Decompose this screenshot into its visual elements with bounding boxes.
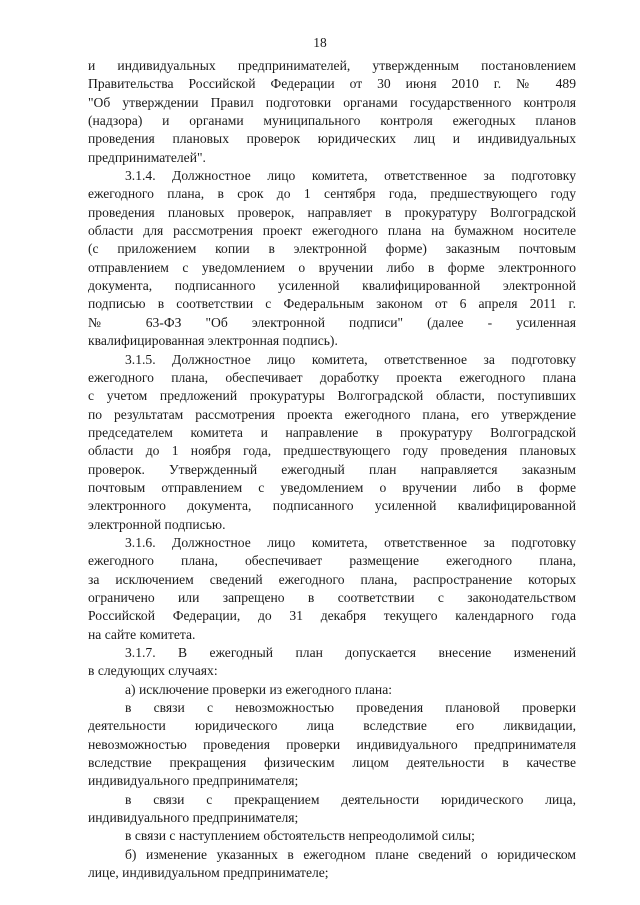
text-line: 3.1.7. В ежегодный план допускается внесение изменений	[125, 645, 576, 660]
text-line: "Об утверждении Правил подготовки органами государственного контроля	[88, 94, 576, 110]
text-line: электронного документа, подписанного усиленной квалифицированной	[88, 498, 576, 514]
text-line: области для рассмотрения проект ежегодного плана на бумажном носителе	[88, 223, 576, 239]
text-line: отправлением с уведомлением о вручении либо в форме электронного	[88, 259, 576, 275]
text-line: № 63-ФЗ "Об электронной подписи" (далее - усиленная	[88, 314, 576, 330]
text-line: Российской Федерации, до 31 декабря текущего календарного года	[88, 608, 576, 624]
text-line: в следующих случаях:	[88, 663, 218, 679]
text-line: и индивидуальных предпринимателей, утвержденным постановлением	[88, 58, 576, 73]
text-line: 3.1.4. Должностное лицо комитета, ответственное за подготовку	[125, 168, 576, 184]
text-line: проверок. Утвержденный ежегодный план направляется заказным	[88, 461, 576, 477]
text-line: проведения плановых проверок, направляет в прокуратуру Волгоградской	[88, 204, 576, 220]
text-line: (надзора) и органами муниципального контроля ежегодных планов	[88, 113, 576, 129]
document-body	[88, 57, 576, 882]
text-line: ежегодного плана, в срок до 1 сентября года, предшествующего году	[88, 186, 576, 202]
text-line: в связи с прекращением деятельности юридического лица,	[125, 791, 576, 807]
text-line: предпринимателей".	[88, 149, 206, 165]
text-line: (с приложением копии в электронной форме) заказным почтовым	[88, 241, 576, 257]
text-line: проведения плановых проверок юридических лиц и индивидуальных	[88, 131, 576, 147]
text-line: а) исключение проверки из ежегодного плана:	[125, 681, 393, 697]
text-line: вследствие прекращения физическим лицом деятельности в качестве	[88, 755, 576, 771]
text-line: б) изменение указанных в ежегодном плане сведений о юридическом	[125, 846, 576, 862]
text-line: квалифицированная электронная подпись).	[88, 333, 338, 349]
text-line: электронной подписью.	[88, 516, 226, 532]
text-line: в связи с невозможностью проведения плановой проверки	[125, 700, 576, 716]
text-line: с учетом предложений прокуратуры Волгоградской области, поступивших	[88, 388, 576, 404]
text-line: индивидуального предпринимателя;	[88, 773, 299, 789]
text-line: Правительства Российской Федерации от 30 июня 2010 г. № 489	[88, 76, 576, 92]
text-line: 3.1.6. Должностное лицо комитета, ответственное за подготовку	[125, 534, 576, 550]
text-line: невозможностью проведения проверки индивидуального предпринимателя	[88, 736, 576, 752]
text-line: в связи с наступлением обстоятельств непреодолимой силы;	[125, 828, 475, 844]
text-line: области до 1 ноября года, предшествующего году проведения плановых	[88, 443, 576, 459]
text-line: лице, индивидуальном предпринимателе;	[88, 865, 329, 881]
text-line: ограничено или запрещено в соответствии с законодательством	[88, 589, 576, 605]
text-line: подписью в соответствии с Федеральным законом от 6 апреля 2011 г.	[88, 296, 576, 312]
text-line: 3.1.5. Должностное лицо комитета, ответственное за подготовку	[125, 351, 576, 367]
text-line: по результатам рассмотрения проекта ежегодного плана, его утверждение	[88, 406, 576, 422]
text-line: на сайте комитета.	[88, 626, 196, 642]
text-line: деятельности юридического лица вследствие его ликвидации,	[88, 718, 576, 734]
text-line: документа, подписанного усиленной квалифицированной электронной	[88, 278, 576, 294]
text-line: почтовым отправлением с уведомлением о вручении либо в форме	[88, 479, 576, 495]
text-line: ежегодного плана, обеспечивает доработку проекта ежегодного плана	[88, 369, 576, 385]
text-line: индивидуального предпринимателя;	[88, 810, 299, 826]
text-line: председателем комитета и направление в прокуратуру Волгоградской	[88, 424, 576, 440]
text-line: за исключением сведений ежегодного плана, распространение которых	[88, 571, 576, 587]
page-number: 18	[313, 35, 327, 50]
text-line: ежегодного плана, обеспечивает размещение ежегодного плана,	[88, 553, 576, 569]
